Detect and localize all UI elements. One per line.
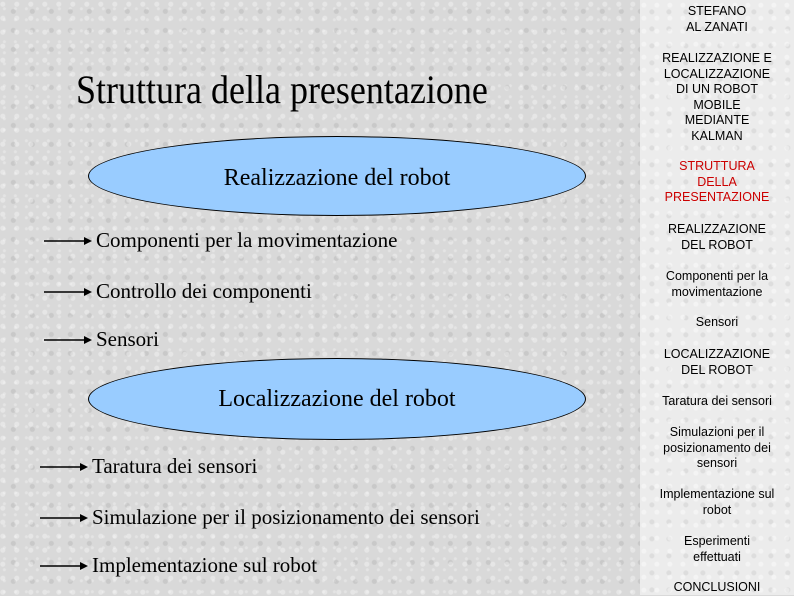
slide-title: Struttura della presentazione [76, 67, 488, 112]
arrow-right-icon [44, 335, 92, 345]
sidebar-item-sensori[interactable]: Sensori [695, 315, 739, 329]
sidebar-nav [640, 0, 794, 595]
sidebar-item-implementazione[interactable]: Implementazione sul robot [659, 487, 775, 517]
section-realizzazione-ellipse [88, 136, 586, 216]
sidebar-item-titolo[interactable]: REALIZZAZIONE E LOCALIZZAZIONE DI UN ROBOT MOBILE MEDIANTE KALMAN [662, 51, 772, 143]
list-item [40, 454, 257, 479]
list-item [40, 505, 480, 530]
section-localizzazione-header: Localizzazione del robot [218, 385, 456, 412]
list-item [44, 228, 398, 253]
list-item-label: Simulazione per il posizionamento dei sensori [92, 505, 480, 529]
sidebar-item-struttura[interactable]: STRUTTURA DELLA PRESENTAZIONE [664, 159, 770, 204]
section-realizzazione-header: Realizzazione del robot [223, 164, 451, 191]
sidebar-item-esperimenti[interactable]: Esperimenti effettuati [684, 534, 750, 564]
sidebar-author: STEFANO AL ZANATI [686, 4, 748, 34]
list-item-label: Controllo dei componenti [96, 279, 312, 303]
list-item [44, 279, 312, 304]
list-item-label: Componenti per la movimentazione [96, 228, 398, 252]
sidebar-item-conclusioni[interactable]: CONCLUSIONI [673, 580, 761, 594]
sidebar-item-componenti[interactable]: Componenti per la movimentazione [665, 269, 769, 299]
arrow-right-icon [40, 462, 88, 472]
list-item-label: Taratura dei sensori [92, 454, 258, 478]
list-item-label: Implementazione sul robot [92, 553, 318, 577]
sidebar-item-localizzazione[interactable]: LOCALIZZAZIONE DEL ROBOT [663, 347, 771, 377]
list-item [40, 553, 317, 578]
arrow-right-icon [44, 287, 92, 297]
list-item [44, 327, 159, 352]
sidebar-item-realizzazione[interactable]: REALIZZAZIONE DEL ROBOT [668, 222, 766, 252]
arrow-right-icon [40, 513, 88, 523]
arrow-right-icon [44, 236, 92, 246]
sidebar-item-simulazioni[interactable]: Simulazioni per il posizionamento dei sensori [663, 425, 771, 470]
list-item-label: Sensori [96, 327, 159, 351]
sidebar-item-taratura[interactable]: Taratura dei sensori [662, 394, 772, 408]
section-localizzazione-ellipse [88, 358, 586, 440]
arrow-right-icon [40, 561, 88, 571]
